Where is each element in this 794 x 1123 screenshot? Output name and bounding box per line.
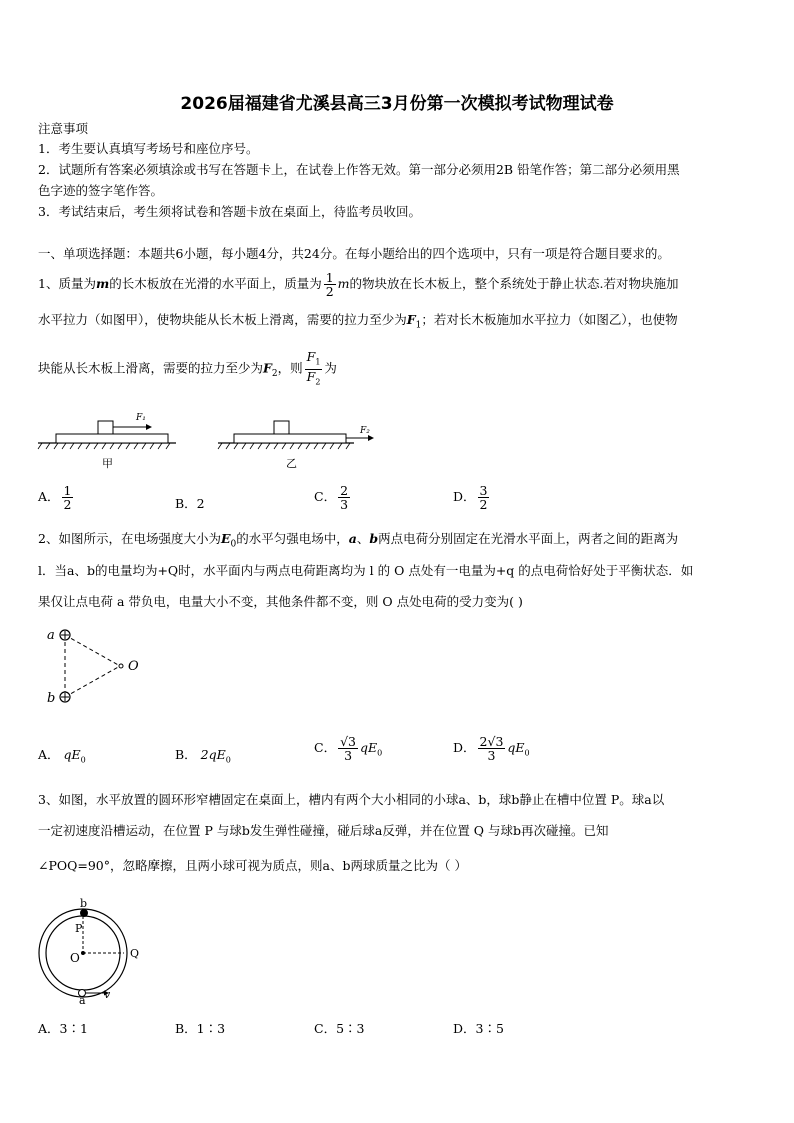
svg-text:O: O <box>70 951 80 965</box>
svg-text:P: P <box>75 922 83 935</box>
force-label: F₁ <box>136 413 146 423</box>
q1-option-b: B．2 <box>175 496 205 511</box>
q3-option-b: B．1∶3 <box>175 1021 226 1036</box>
svg-text:v: v <box>104 988 111 1001</box>
notice-item: 3．考试结束后，考生须将试卷和答题卡放在桌面上，待监考员收回。 <box>38 204 421 219</box>
F1-over-F2-fraction: $\frac{F_1}{F_2}$ <box>306 349 321 386</box>
svg-text:a: a <box>79 994 86 1007</box>
notice-item: 色字迹的签字笔作答。 <box>38 183 164 198</box>
point-O <box>119 664 123 668</box>
figure-label: 甲 <box>102 457 113 470</box>
q3-option-a: A．3∶1 <box>38 1021 88 1036</box>
half-fraction: $\frac{1}{2}$ <box>325 270 334 299</box>
notice-heading: 注意事项 <box>38 121 89 136</box>
figure-yi <box>218 421 374 470</box>
q2-option-c: C． $\frac{√3}{3}$ $qE_0$ <box>314 734 383 763</box>
q3-line3: ∠POQ=90°，忽略摩擦，且两小球可视为质点，则a、b两球质量之比为（ ） <box>38 858 467 873</box>
q2-line1: 2、如图所示，在电场强度大小为$E_0$的水平匀强电场中，a、b两点电荷分别固定在光滑水平面上，两者之间的距离为 <box>38 531 679 550</box>
q2-line3: 果仅让点电荷 a 带负电，电量大小不变，其他条件都不变，则 O 点处电荷的受力变为( ) <box>38 594 523 609</box>
q1-option-c: C． $\frac{2}{3}$ <box>314 483 349 512</box>
notice-item: 2．试题所有答案必须填涂或书写在答题卡上，在试卷上作答无效。第一部分必须用2B 铅笔作答；第二部分必须用黑 <box>38 162 680 177</box>
notice-item: 1．考生要认真填写考场号和座位序号。 <box>38 141 259 156</box>
svg-text:b: b <box>47 691 56 706</box>
page-title: 2026届福建省尤溪县高三3月份第一次模拟考试物理试卷 <box>180 94 614 114</box>
q1-line3: 块能从长木板上滑离，需要的拉力至少为$F_2$，则 $\frac{F_1}{F_2}$ 为 <box>38 349 337 386</box>
force-label: F₂ <box>360 426 370 436</box>
q3-figure <box>38 896 148 1006</box>
section-heading: 一、单项选择题：本题共6小题，每小题4分，共24分。在每小题给出的四个选项中，只有一项是符合题目要求的。 <box>38 246 670 261</box>
svg-text:b: b <box>80 897 88 910</box>
svg-text:Q: Q <box>130 947 140 960</box>
q3-line2: 一定初速度沿槽运动，在位置 P 与球b发生弹性碰撞，碰后球a反弹，并在位置 Q 与球b再次碰撞。已知 <box>38 823 609 838</box>
svg-text:a: a <box>47 628 55 643</box>
q1-option-a: A． $\frac{1}{2}$ <box>38 483 72 512</box>
svg-text:O: O <box>128 659 139 674</box>
ball-b <box>80 909 88 917</box>
figure-jia <box>38 413 176 470</box>
center-O <box>81 951 85 955</box>
q1-line1: 1、质量为m的长木板放在光滑的水平面上，质量为 $\frac{1}{2}$ m的物块放在长木板上，整个系统处于静止状态.若对物块施加 <box>38 270 679 299</box>
q1-option-d: D． $\frac{3}{2}$ <box>453 483 488 512</box>
q2-option-d: D． $\frac{2√3}{3}$ $qE_0$ <box>453 734 530 763</box>
q3-option-d: D．3∶5 <box>453 1021 504 1036</box>
q2-line2: l．当a、b的电量均为+Q时，水平面内与两点电荷距离均为 l 的 O 点处有一电量为+q 的点电荷恰好处于平衡状态．如 <box>38 563 694 578</box>
figure-label: 乙 <box>286 457 297 470</box>
q2-option-b: B． $2qE_0$ <box>175 747 231 765</box>
q2-figure <box>42 620 152 710</box>
q1-line2: 水平拉力（如图甲），使物块能从长木板上滑离，需要的拉力至少为$F_1$；若对长木板施加水平拉力（如图乙），也使物 <box>38 312 678 331</box>
q2-option-a: A． $qE_0$ <box>38 747 86 765</box>
q1-figure <box>38 405 378 475</box>
q3-line1: 3、如图，水平放置的圆环形窄槽固定在桌面上，槽内有两个大小相同的小球a、b，球b静止在槽中位置 P。球a以 <box>38 792 665 807</box>
q3-option-c: C．5∶3 <box>314 1021 365 1036</box>
